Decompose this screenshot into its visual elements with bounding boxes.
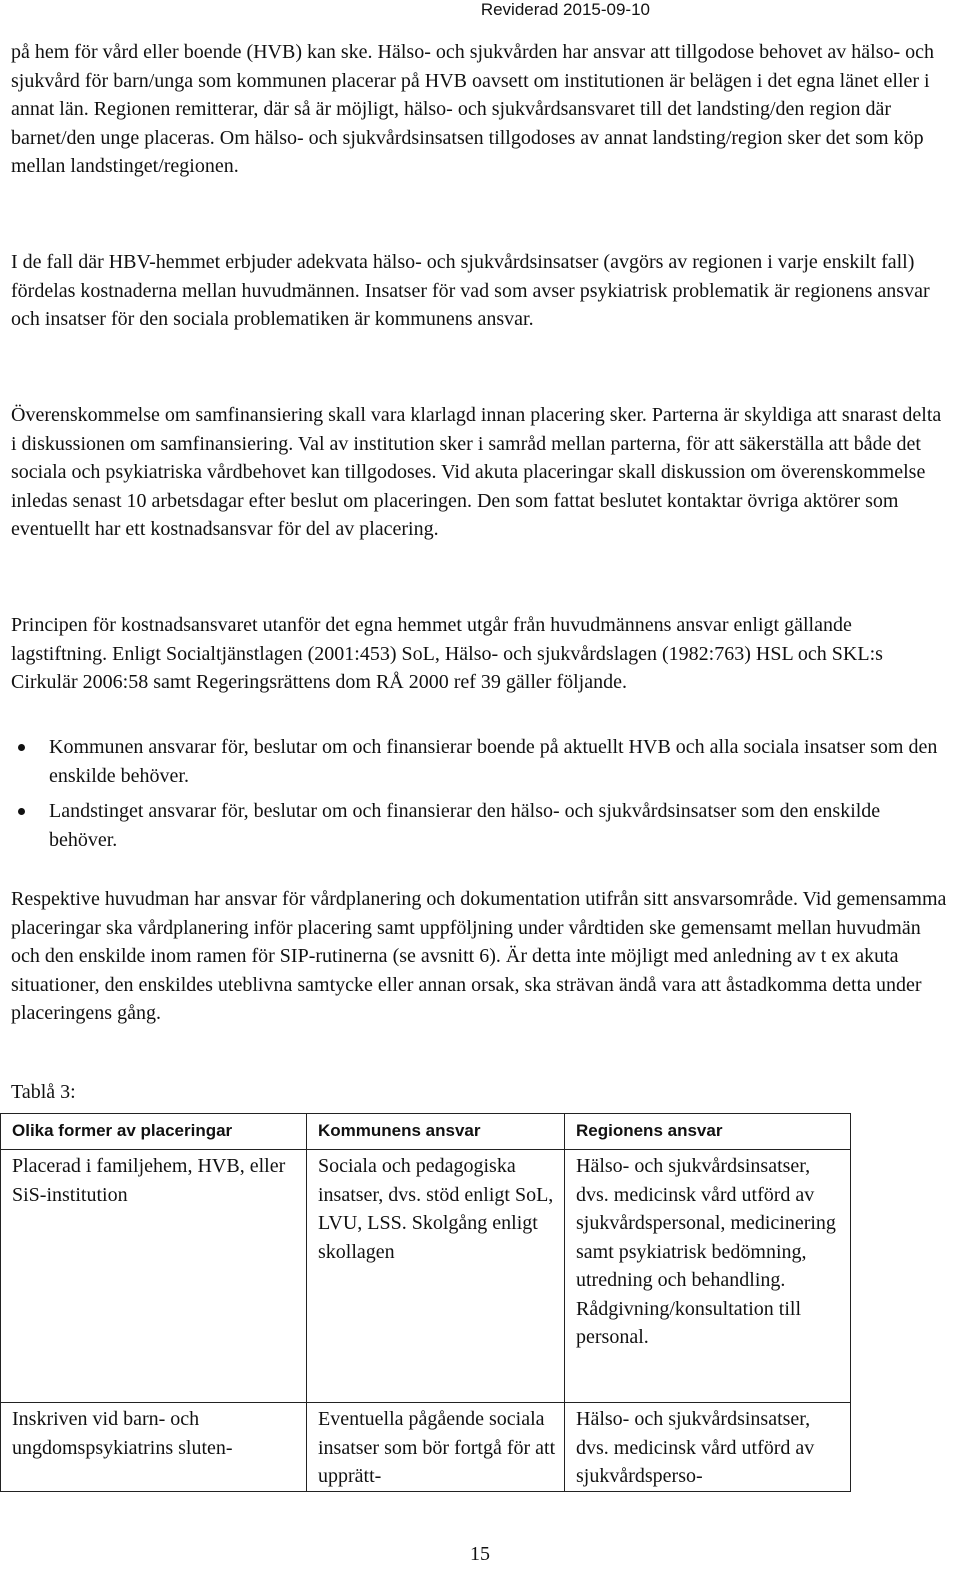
column-header-municipality: Kommunens ansvar: [307, 1114, 565, 1150]
list-item-text: Kommunen ansvarar för, beslutar om och finansierar boende på aktuellt HVB och alla sociala insatser som den enskilde behöver.: [49, 736, 938, 787]
responsibility-list: [11, 733, 951, 861]
paragraph-cost-sharing: I de fall där HBV-hemmet erbjuder adekvata hälso- och sjukvårdsinsatser (avgörs av regionen i varje enskilt fall) fördelas kostnaderna mellan huvudmännen. Insatser för vad som avser psykiatrisk problematik är regionens ansvar och insatser för den sociala problematiken är kommunens ansvar.: [11, 251, 930, 330]
table-cell: Hälso- och sjukvårdsinsatser, dvs. medicinsk vård utförd av sjukvårdsperso-: [565, 1403, 851, 1492]
table-cell: Eventuella pågående sociala insatser som bör fortgå för att upprätt-: [307, 1403, 565, 1492]
placement-responsibility-table: [0, 1113, 851, 1492]
bullet-icon: [18, 744, 25, 751]
page-number: 15: [470, 1543, 490, 1565]
table-row: [1, 1403, 851, 1492]
column-header-placement: Olika former av placeringar: [1, 1114, 307, 1150]
revision-date: Reviderad 2015-09-10: [480, 0, 650, 19]
table-cell: Placerad i familjehem, HVB, eller SiS-institution: [1, 1150, 307, 1403]
paragraph-legal-principle: Principen för kostnadsansvaret utanför det egna hemmet utgår från huvudmännens ansvar enligt gällande lagstiftning. Enligt Socialtjänstlagen (2001:453) SoL, Hälso- och sjukvårdslagen (1982:763) HSL och SKL:s Cirkulär 2006:58 samt Regeringsrättens dom RÅ 2000 ref 39 gäller följande.: [11, 614, 883, 693]
table-cell: Sociala och pedagogiska insatser, dvs. stöd enligt SoL, LVU, LSS. Skolgång enligt skollagen: [307, 1150, 565, 1403]
column-header-region: Regionens ansvar: [565, 1114, 851, 1150]
paragraph-hvb-responsibility: på hem för vård eller boende (HVB) kan ske. Hälso- och sjukvården har ansvar att tillgodose behovet av hälso- och sjukvård för barn/unga som kommunen placerar på HVB oavsett om institutionen är belägen i det egna länet eller i annat län. Regionen remitterar, där så är möjligt, hälso- och sjukvårdsansvaret till det landsting/den region där barnet/den unge placeras. Om hälso- och sjukvårdsinsatsen tillgodoses av annat landsting/region sker det som köp mellan landstinget/regionen.: [11, 41, 935, 177]
list-item-text: Landstinget ansvarar för, beslutar om och finansierar den hälso- och sjukvårdsinsatser som den enskilde behöver.: [49, 800, 881, 851]
paragraph-care-planning: Respektive huvudman har ansvar för vårdplanering och dokumentation utifrån sitt ansvarsområde. Vid gemensamma placeringar ska vårdplanering inför placering samt uppföljning under vårdtiden ske gemensamt mellan huvudmän och den enskilde inom ramen för SIP-rutinerna (se avsnitt 6). Är detta inte möjligt med anledning av t ex akuta situationer, den enskildes uteblivna samtycke eller annan orsak, ska strävan ändå vara att åstadkomma detta under placeringens gång.: [11, 888, 947, 1024]
list-item: [11, 733, 951, 790]
list-item: [11, 797, 951, 854]
table-header-row: [1, 1114, 851, 1150]
table-row: [1, 1150, 851, 1403]
table-cell: Inskriven vid barn- och ungdomspsykiatrins sluten-: [1, 1403, 307, 1492]
table-caption: Tablå 3:: [11, 1081, 76, 1103]
bullet-icon: [18, 808, 25, 815]
paragraph-co-financing: Överenskommelse om samfinansiering skall vara klarlagd innan placering sker. Parterna är skyldiga att snarast delta i diskussionen om samfinansiering. Val av institution sker i samråd mellan parterna, för att säkerställa att både det sociala och psykiatriska vårdbehovet kan tillgodoses. Vid akuta placeringar skall diskussion om överenskommelse inledas senast 10 arbetsdagar efter beslut om placeringen. Den som fattat beslutet kontaktar övriga aktörer som eventuellt har ett kostnadsansvar för del av placering.: [11, 404, 942, 540]
table-cell: Hälso- och sjukvårdsinsatser, dvs. medicinsk vård utförd av sjukvårdspersonal, medicinering samt psykiatrisk bedömning, utredning och behandling. Rådgivning/konsultation till personal.: [565, 1150, 851, 1403]
